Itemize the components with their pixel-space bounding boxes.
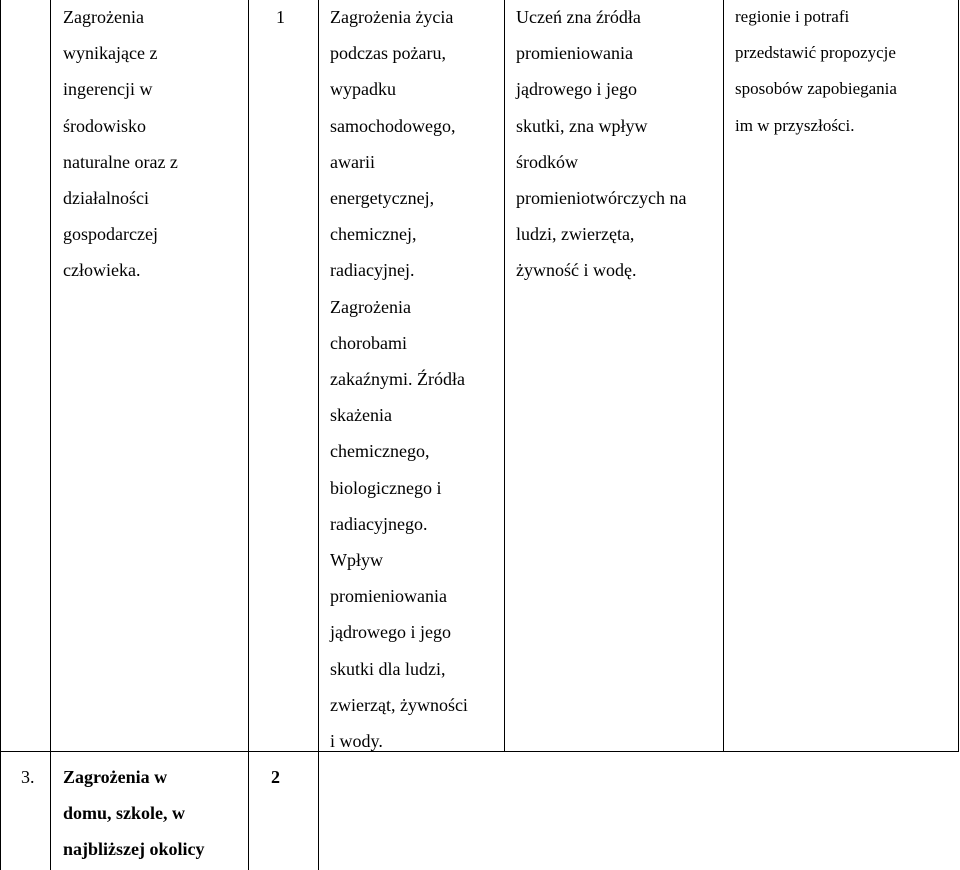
column-divider-4 <box>504 0 505 752</box>
cell-content: Zagrożenia życia podczas pożaru, wypadku samochodowego, awarii energetycznej, chemicznej, radiacyjnej. Zagrożenia chorobami zakaźnymi. Źródła skażenia chemicznego, biologicznego i radiacyjnego. Wpływ promieniowania jądrowego i jego skutki dla ludzi, zwierząt, żywności i wody. <box>330 7 468 752</box>
table-border-left <box>0 0 1 870</box>
table-border-right <box>958 0 959 752</box>
column-divider-5 <box>723 0 724 752</box>
row2-hours: 2 <box>271 767 280 787</box>
row2-topic: Zagrożenia w domu, szkole, w najbliższej okolicy <box>63 767 205 860</box>
cell-requirements-extended: regionie i potrafi przedstawić propozycje sposobów zapobiegania im w przyszłości. <box>735 7 897 135</box>
row-number: 3. <box>21 767 35 787</box>
cell-requirements-basic: Uczeń zna źródła promieniowania jądrowego i jego skutki, zna wpływ środków promieniotwórczych na ludzi, zwierzęta, żywność i wodę. <box>516 7 687 281</box>
row-divider <box>0 751 959 752</box>
column-divider-3 <box>318 0 319 870</box>
column-divider-1 <box>50 0 51 870</box>
cell-hours: 1 <box>276 7 285 27</box>
cell-topic: Zagrożenia wynikające z ingerencji w środowisko naturalne oraz z działalności gospodarczej człowieka. <box>63 7 178 281</box>
column-divider-2 <box>248 0 249 870</box>
